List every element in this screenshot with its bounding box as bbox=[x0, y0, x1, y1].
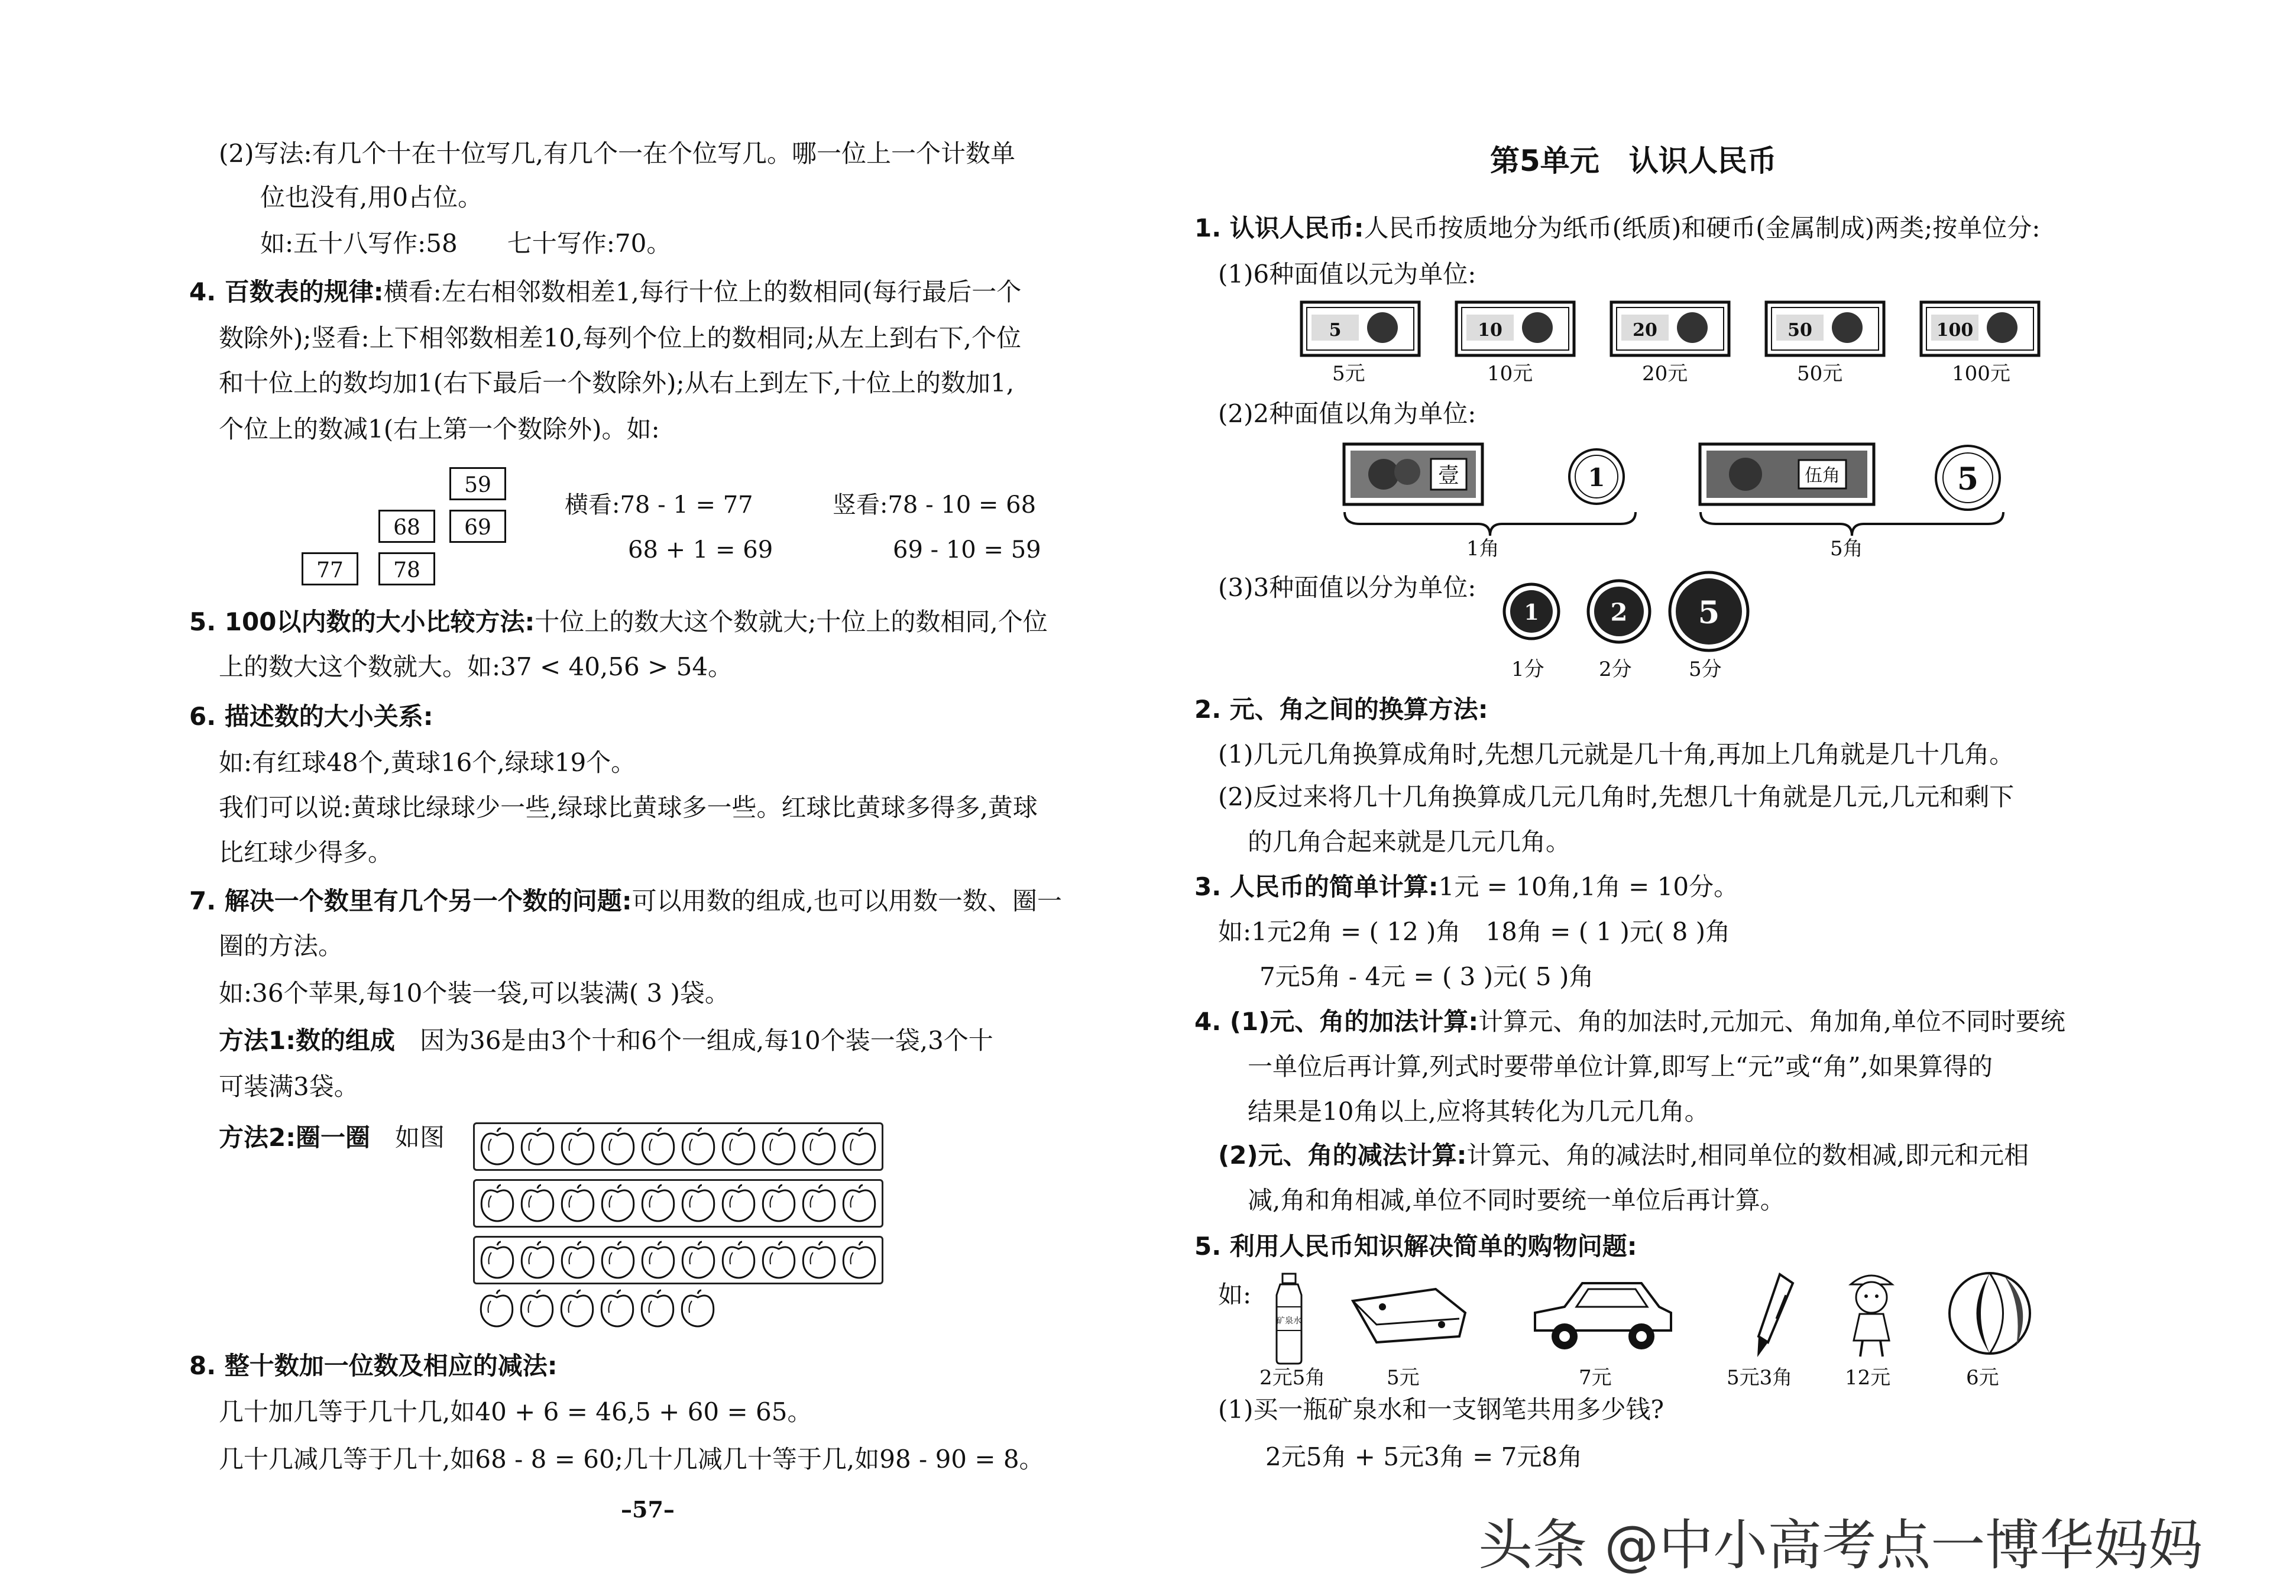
line: 位也没有,用0占位。 bbox=[260, 183, 483, 212]
section-5-title: 5. 利用人民币知识解决简单的购物问题: bbox=[1194, 1232, 1637, 1261]
line: (2)反过来将几十几角换算成几元几角时,先想几十角就是几元,几元和剩下 bbox=[1218, 782, 2015, 811]
line: 圈的方法。 bbox=[219, 931, 344, 960]
yuan-banknote bbox=[1764, 300, 1886, 357]
line: 我们可以说:黄球比绿球少一些,绿球比黄球多一些。红球比黄球多得多,黄球 bbox=[219, 793, 1038, 822]
line: 如:1元2角 = ( 12 )角 18角 = ( 1 )元( 8 )角 bbox=[1218, 917, 1731, 946]
fen-coin bbox=[1667, 570, 1750, 653]
apple-icon bbox=[639, 1289, 676, 1328]
svg-text:1: 1 bbox=[1524, 598, 1539, 625]
line: 7元5角 - 4元 = ( 3 )元( 5 )角 bbox=[1259, 962, 1594, 991]
apple-group-circle bbox=[473, 1122, 883, 1171]
svg-text:5: 5 bbox=[1698, 594, 1720, 631]
item-price: 6元 bbox=[1966, 1366, 1999, 1390]
doll-icon bbox=[1839, 1267, 1904, 1361]
water-bottle-icon bbox=[1268, 1271, 1310, 1366]
grid-cell: 69 bbox=[449, 510, 506, 543]
yuan-banknote bbox=[1919, 300, 2041, 357]
line: 和十位上的数均加1(右下最后一个数除外);从右上到左下,十位上的数加1, bbox=[219, 368, 1015, 397]
beach-ball-icon bbox=[1945, 1269, 2034, 1358]
pencil-case-icon bbox=[1347, 1283, 1471, 1348]
section-text: 人民币按质地分为纸币(纸质)和硬币(金属制成)两类;按单位分: bbox=[1364, 213, 2041, 242]
fen-coin bbox=[1502, 582, 1561, 641]
coin-caption: 1分 bbox=[1511, 658, 1544, 681]
svg-text:2: 2 bbox=[1610, 597, 1628, 627]
svg-text:1: 1 bbox=[1588, 463, 1605, 492]
apple-icon bbox=[639, 1241, 677, 1280]
line: 的几角合起来就是几元几角。 bbox=[1248, 827, 1571, 856]
line: 上的数大这个数就大。如:37 < 40,56 > 54。 bbox=[219, 652, 733, 681]
section-7 bbox=[189, 885, 1062, 918]
apple-icon bbox=[639, 1184, 677, 1223]
apple-icon bbox=[559, 1127, 597, 1166]
fountain-pen-icon bbox=[1750, 1271, 1798, 1360]
line: 结果是10角以上,应将其转化为几元几角。 bbox=[1248, 1097, 1709, 1126]
toy-car-icon bbox=[1529, 1277, 1677, 1354]
apple-icon bbox=[760, 1241, 798, 1280]
apple-icon bbox=[720, 1127, 757, 1166]
note-caption: 10元 bbox=[1487, 362, 1533, 386]
item-price: 5元3角 bbox=[1727, 1366, 1793, 1390]
section-3 bbox=[1194, 870, 1738, 904]
section-title: (2)元、角的减法计算: bbox=[1218, 1141, 1467, 1170]
apple-icon bbox=[599, 1184, 637, 1223]
fen-coin bbox=[1586, 578, 1652, 645]
apple-icon bbox=[760, 1127, 798, 1166]
line: 数除外);竖看:上下相邻数相差10,每列个位上的数相同;从左上到右下,个位 bbox=[219, 323, 1021, 352]
line: (1)几元几角换算成角时,先想几元就是几十角,再加上几角就是几十几角。 bbox=[1218, 740, 2015, 769]
yuan-banknote bbox=[1455, 300, 1576, 357]
page-number: –57– bbox=[621, 1496, 675, 1523]
apple-remainder bbox=[478, 1289, 717, 1328]
apple-icon bbox=[559, 1241, 597, 1280]
svg-text:100: 100 bbox=[1936, 320, 1974, 341]
apple-icon bbox=[559, 1184, 597, 1223]
section-1 bbox=[1194, 212, 2040, 245]
section-title: 7. 解决一个数里有几个另一个数的问题: bbox=[189, 886, 632, 915]
section-title: 5. 100以内数的大小比较方法: bbox=[189, 607, 535, 636]
item-price: 5元 bbox=[1387, 1366, 1420, 1390]
apple-icon bbox=[679, 1184, 717, 1223]
line: 减,角和角相减,单位不同时要统一单位后再计算。 bbox=[1248, 1186, 1785, 1215]
method-title: 方法2:圈一圈 bbox=[219, 1123, 371, 1152]
yuan-banknote bbox=[1300, 300, 1421, 357]
apple-icon bbox=[720, 1241, 757, 1280]
apple-icon bbox=[679, 1289, 717, 1328]
method-2 bbox=[219, 1121, 445, 1154]
svg-text:壹: 壹 bbox=[1437, 464, 1460, 488]
bottle-label: 矿泉水 bbox=[1277, 1316, 1301, 1326]
section-4 bbox=[189, 276, 1021, 309]
apple-group-circle bbox=[473, 1179, 883, 1228]
apple-icon bbox=[478, 1127, 516, 1166]
line: (1)买一瓶矿泉水和一支钢笔共用多少钱? bbox=[1218, 1395, 1664, 1424]
equation: 68 + 1 = 69 bbox=[628, 536, 773, 564]
line: 可装满3袋。 bbox=[219, 1072, 359, 1101]
line: (3)3种面值以分为单位: bbox=[1218, 573, 1476, 602]
unit-heading: 第5单元 认识人民币 bbox=[1490, 144, 1777, 178]
watermark: 头条 @中小高考点一博华妈妈 bbox=[1478, 1514, 2203, 1577]
line: 个位上的数减1(右上第一个数除外)。如: bbox=[219, 415, 660, 443]
section-4-sub2 bbox=[1218, 1139, 2029, 1172]
line: 如:五十八写作:58 七十写作:70。 bbox=[260, 229, 672, 258]
section-4 bbox=[1194, 1005, 2065, 1038]
apple-icon bbox=[478, 1184, 516, 1223]
grid-cell: 78 bbox=[378, 552, 435, 585]
line: 如:36个苹果,每10个装一袋,可以装满( 3 )袋。 bbox=[219, 979, 730, 1008]
note-caption: 20元 bbox=[1642, 362, 1688, 386]
apple-icon bbox=[598, 1289, 636, 1328]
apple-icon bbox=[840, 1241, 878, 1280]
apple-icon bbox=[478, 1241, 516, 1280]
coin-caption: 2分 bbox=[1599, 658, 1632, 681]
method-text: 因为36是由3个十和6个一组成,每10个装一袋,3个十 bbox=[420, 1026, 993, 1055]
item-price: 7元 bbox=[1579, 1366, 1612, 1390]
section-text: 横看:左右相邻数相差1,每行十位上的数相同(每行最后一个 bbox=[383, 277, 1022, 306]
jiao-caption: 5角 bbox=[1830, 537, 1863, 561]
svg-text:50: 50 bbox=[1787, 320, 1812, 341]
note-caption: 5元 bbox=[1332, 362, 1365, 386]
apple-icon bbox=[639, 1127, 677, 1166]
five-jiao-coin bbox=[1934, 443, 2002, 512]
line: 一单位后再计算,列式时要带单位计算,即写上“元”或“角”,如果算得的 bbox=[1248, 1052, 1993, 1081]
svg-text:5: 5 bbox=[1957, 461, 1979, 497]
section-text: 1元 = 10角,1角 = 10分。 bbox=[1438, 872, 1739, 901]
apple-icon bbox=[519, 1241, 556, 1280]
section-title: 1. 认识人民币: bbox=[1194, 213, 1364, 242]
note-caption: 50元 bbox=[1797, 362, 1843, 386]
apple-group-circle bbox=[473, 1236, 883, 1284]
section-8-title: 8. 整十数加一位数及相应的减法: bbox=[189, 1351, 558, 1380]
apple-icon bbox=[599, 1127, 637, 1166]
line: 几十几减几等于几十,如68 - 8 = 60;几十几减几十等于几,如98 - 90 = 8。 bbox=[219, 1445, 1044, 1474]
one-jiao-note bbox=[1342, 442, 1484, 506]
five-jiao-note bbox=[1698, 442, 1876, 506]
section-title: 4. (1)元、角的加法计算: bbox=[1194, 1007, 1479, 1036]
section-title: 4. 百数表的规律: bbox=[189, 277, 384, 306]
apple-icon bbox=[519, 1127, 556, 1166]
apple-icon bbox=[720, 1184, 757, 1223]
line: 2元5角 + 5元3角 = 7元8角 bbox=[1265, 1442, 1583, 1471]
section-text: 十位上的数大这个数就大;十位上的数相同,个位 bbox=[535, 607, 1048, 636]
apple-icon bbox=[478, 1289, 516, 1328]
item-price: 12元 bbox=[1845, 1366, 1891, 1390]
section-text: 计算元、角的加法时,元加元、角加角,单位不同时要统 bbox=[1478, 1007, 2065, 1036]
apple-icon bbox=[800, 1241, 838, 1280]
svg-text:20: 20 bbox=[1633, 320, 1657, 341]
grid-cell: 59 bbox=[449, 467, 506, 500]
line: 比红球少得多。 bbox=[219, 838, 393, 867]
grid-cell: 68 bbox=[378, 510, 435, 543]
equation: 横看:78 - 1 = 77 bbox=[565, 491, 753, 519]
method-title: 方法1:数的组成 bbox=[219, 1026, 396, 1055]
section-title: 3. 人民币的简单计算: bbox=[1194, 872, 1439, 901]
grid-cell: 77 bbox=[302, 552, 358, 585]
section-text: 计算元、角的减法时,相同单位的数相减,即元和元相 bbox=[1466, 1141, 2029, 1170]
equation: 69 - 10 = 59 bbox=[893, 536, 1041, 564]
svg-text:伍角: 伍角 bbox=[1805, 465, 1840, 486]
section-text: 可以用数的组成,也可以用数一数、圈一 bbox=[632, 886, 1062, 915]
apple-icon bbox=[760, 1184, 798, 1223]
line: (2)2种面值以角为单位: bbox=[1218, 399, 1476, 428]
method-text: 如图 bbox=[395, 1123, 445, 1152]
line: 如:有红球48个,黄球16个,绿球19个。 bbox=[219, 748, 636, 777]
apple-icon bbox=[519, 1184, 556, 1223]
svg-text:5: 5 bbox=[1329, 320, 1342, 341]
note-caption: 100元 bbox=[1952, 362, 2010, 386]
section-5 bbox=[189, 606, 1048, 639]
apple-icon bbox=[840, 1127, 878, 1166]
yuan-banknote bbox=[1610, 300, 1731, 357]
equation: 竖看:78 - 10 = 68 bbox=[833, 491, 1037, 519]
apple-icon bbox=[840, 1184, 878, 1223]
item-price: 2元5角 bbox=[1259, 1366, 1326, 1390]
apple-icon bbox=[599, 1241, 637, 1280]
section-2-title: 2. 元、角之间的换算方法: bbox=[1194, 695, 1488, 724]
line: 如: bbox=[1218, 1280, 1252, 1309]
svg-text:10: 10 bbox=[1478, 320, 1502, 341]
one-jiao-coin bbox=[1567, 447, 1626, 506]
apple-icon bbox=[800, 1127, 838, 1166]
apple-icon bbox=[679, 1241, 717, 1280]
apple-icon bbox=[800, 1184, 838, 1223]
apple-icon bbox=[558, 1289, 596, 1328]
line: 几十加几等于几十几,如40 + 6 = 46,5 + 60 = 65。 bbox=[219, 1397, 812, 1426]
apple-icon bbox=[679, 1127, 717, 1166]
method-1 bbox=[219, 1024, 993, 1057]
line: (2)写法:有几个十在十位写几,有几个一在个位写几。哪一位上一个计数单 bbox=[219, 139, 1015, 168]
jiao-caption: 1角 bbox=[1466, 537, 1500, 561]
line: (1)6种面值以元为单位: bbox=[1218, 260, 1476, 289]
section-6-title: 6. 描述数的大小关系: bbox=[189, 702, 433, 731]
right-page bbox=[1159, 0, 2296, 1596]
coin-caption: 5分 bbox=[1689, 658, 1722, 681]
apple-icon bbox=[518, 1289, 556, 1328]
